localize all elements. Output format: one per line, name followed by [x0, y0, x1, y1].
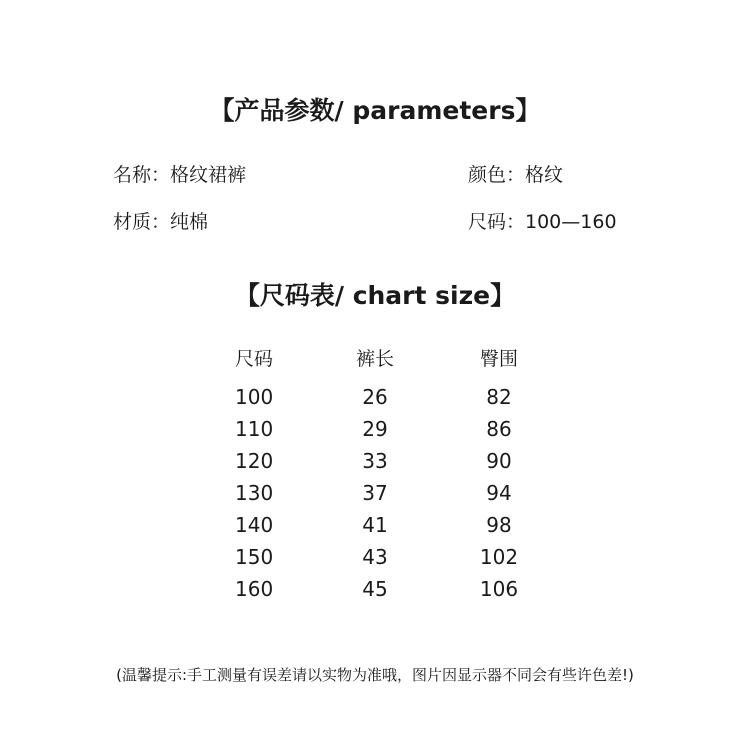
param-size: 尺码：100—160: [468, 211, 617, 233]
cell-hip: 98: [486, 513, 512, 537]
cell-length: 37: [362, 481, 388, 505]
table-row: [0, 576, 750, 608]
cell-hip: 86: [486, 417, 512, 441]
cell-hip: 94: [486, 481, 512, 505]
size-table: [0, 346, 750, 608]
cell-hip: 90: [486, 449, 512, 473]
cell-length: 26: [362, 385, 388, 409]
cell-size: 120: [235, 449, 274, 473]
cell-size: 150: [235, 545, 274, 569]
cell-length: 33: [362, 449, 388, 473]
size-chart-title: 【尺码表/ chart size】: [234, 281, 516, 310]
cell-hip: 102: [479, 545, 519, 569]
table-row: [0, 448, 750, 480]
param-color: 颜色：格纹: [468, 164, 564, 186]
cell-size: 160: [235, 577, 274, 601]
cell-hip: 82: [486, 385, 512, 409]
table-header-row: [0, 346, 750, 378]
params-title: 【产品参数/ parameters】: [209, 96, 541, 125]
table-row: [0, 544, 750, 576]
cell-length: 41: [362, 513, 388, 537]
table-row: [0, 384, 750, 416]
table-row: [0, 416, 750, 448]
cell-size: 140: [235, 513, 274, 537]
header-hip: 臀围: [479, 348, 518, 370]
header-length: 裤长: [355, 348, 394, 370]
param-name: 名称：格纹裙裤: [113, 164, 247, 186]
cell-length: 43: [362, 545, 388, 569]
cell-hip: 106: [479, 577, 519, 601]
cell-size: 130: [235, 481, 274, 505]
header-size: 尺码: [235, 348, 274, 370]
cell-size: 100: [235, 385, 274, 409]
param-material: 材质：纯棉: [113, 211, 209, 233]
cell-length: 45: [362, 577, 388, 601]
cell-length: 29: [362, 417, 388, 441]
table-row: [0, 480, 750, 512]
table-row: [0, 512, 750, 544]
cell-size: 110: [235, 417, 274, 441]
measurement-note: (温馨提示:手工测量有误差请以实物为准哦，图片因显示器不同会有些许色差!): [116, 666, 634, 684]
